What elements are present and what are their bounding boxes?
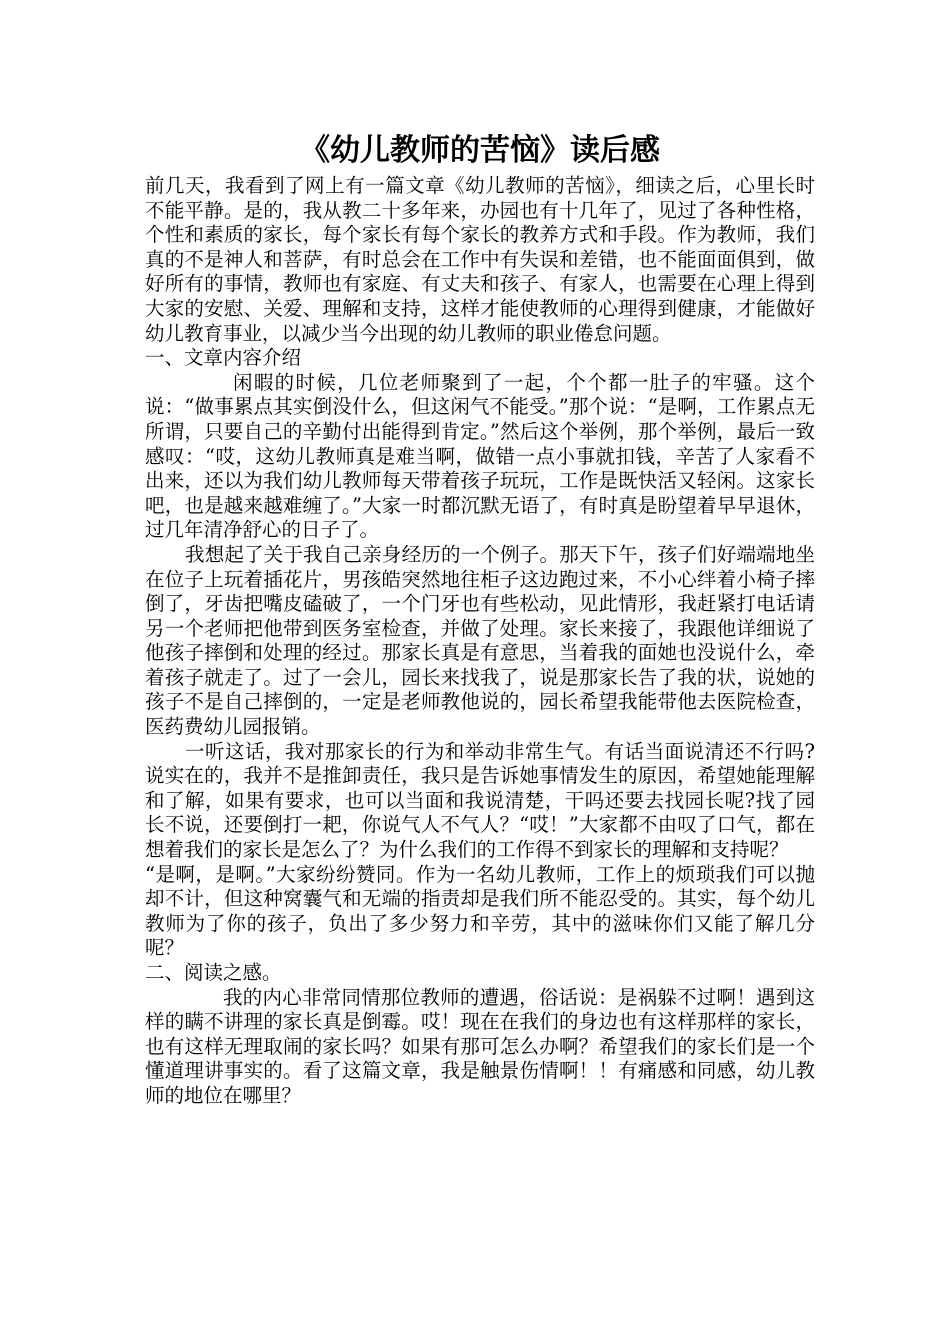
section-1-paragraph-4: “是啊，是啊。”大家纷纷赞同。作为一名幼儿教师，工作上的烦琐我们可以抛却不计，但这种窝囊气和无端的指责却是我们所不能忍受的。其实，每个幼儿教师为了你的孩子，负出了多少努力和辛劳，其中的滋味你们又能了解几分呢？ — [145, 862, 815, 960]
intro-paragraph: 前几天，我看到了网上有一篇文章《幼儿教师的苦恼》，细读之后，心里长时不能平静。是的，我从教二十多年来，办园也有十几年了，见过了各种性格，个性和素质的家长，每个家长有每个家长的教养方式和手段。作为教师，我们真的不是神人和菩萨，有时总会在工作中有失误和差错，也不能面面俱到，做好所有的事情，教师也有家庭、有丈夫和孩子、有家人，也需要在心理上得到大家的安慰、关爱、理解和支持，这样才能使教师的心理得到健康，才能做好幼儿教育事业，以减少当今出现的幼儿教师的职业倦怠问题。 — [145, 174, 815, 345]
document-page — [145, 130, 815, 1109]
section-1-heading: 一、文章内容介绍 — [145, 346, 302, 370]
document-title: 《幼儿教师的苦恼》读后感 — [300, 133, 660, 168]
section-2-paragraph-1: 我的内心非常同情那位教师的遭遇，俗话说：是祸躲不过啊！遇到这样的瞒不讲理的家长真是倒霉。哎！现在在我们的身边也有这样那样的家长，也有这样无理取闹的家长吗？如果有那可怎么办啊？希望我们的家长们是一个懂道理讲事实的。看了这篇文章，我是触景伤情啊！！有痛感和同感，幼儿教师的地位在哪里？ — [145, 985, 815, 1107]
section-1-paragraph-1: 闲暇的时候，几位老师聚到了一起，个个都一肚子的牢骚。这个说：“做事累点其实倒没什么，但这闲气不能受。”那个说：“是啊，工作累点无所谓，只要自己的辛勤付出能得到肯定。”然后这个举例，那个举例，最后一致感叹：“哎，这幼儿教师真是难当啊，做错一点小事就扣钱，辛苦了人家看不出来，还以为我们幼儿教师每天带着孩子玩玩，工作是既快活又轻闲。这家长吧，也是越来越难缠了。”大家一时都沉默无语了，有时真是盼望着早早退休，过几年清净舒心的日子了。 — [145, 370, 815, 542]
section-2-heading: 二、阅读之感。 — [145, 961, 282, 984]
section-1-paragraph-3: 一听这话，我对那家长的行为和举动非常生气。有话当面说清还不行吗?说实在的，我并不是推卸责任，我只是告诉她事情发生的原因，希望她能理解和了解，如果有要求，也可以当面和我说清楚，干吗还要去找园长呢?找了园长不说，还要倒打一耙，你说气人不气人？“哎！”大家都不由叹了口气，都在想着我们的家长是怎么了？为什么我们的工作得不到家长的理解和支持呢？ — [145, 739, 815, 862]
section-1-paragraph-2: 我想起了关于我自己亲身经历的一个例子。那天下午，孩子们好端端地坐在位子上玩着插花片，男孩皓突然地往柜子这边跑过来，不小心绊着小椅子摔倒了，牙齿把嘴皮磕破了，一个门牙也有些松动，见此情形，我赶紧打电话请另一个老师把他带到医务室检查，并做了处理。家长来接了，我跟他详细说了他孩子摔倒和处理的经过。那家长真是有意思，当着我的面她也没说什么，牵着孩子就走了。过了一会儿，园长来找我了，说是那家长告了我的状，说她的孩子不是自己摔倒的，一定是老师教他说的，园长希望我能带他去医院检查，医药费幼儿园报销。 — [145, 542, 815, 739]
